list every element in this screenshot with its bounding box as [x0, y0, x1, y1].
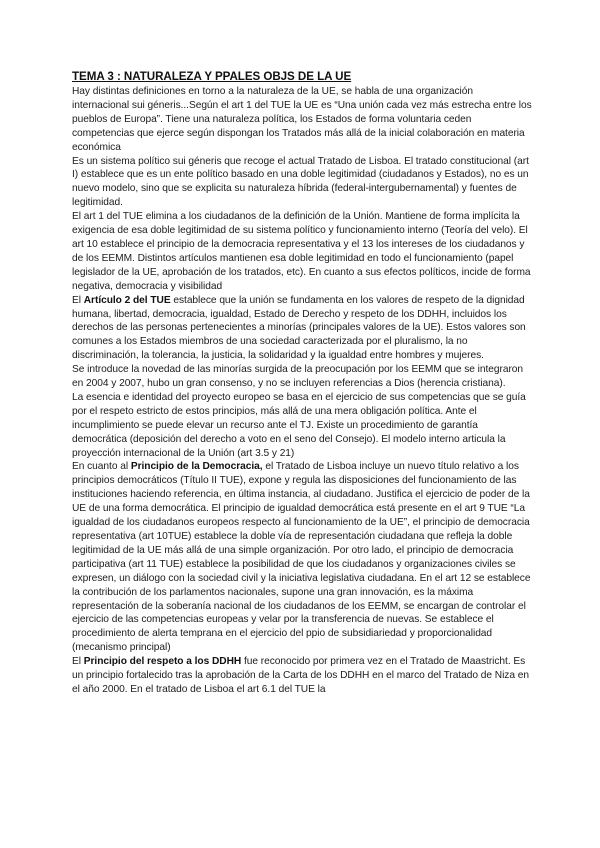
paragraph-8-lead: El [72, 656, 84, 668]
paragraph-7 [72, 460, 532, 655]
paragraph-7-text: el Tratado de Lisboa incluye un nuevo título relativo a los principios democráticos (Título II TUE), expone y regula las disposiciones del funcionamiento de las instituciones haciendo referencia, en última instancia, al ciudadano. Justifica el ejercicio de poder de la UE de una forma democrática. El principio de igualdad democrática está presente en el art 9 TUE “La igualdad de los ciudadanos europeos respecto al funcionamiento de la UE”, el principio de democracia representativa (art 10TUE) establece la doble vía de representación ciudadana que refleja la doble legitimidad de la UE más allá de una simple organización. Por otro lado, el principio de democracia participativa (art 11 TUE) establece la posibilidad de que los ciudadanos y organizaciones civiles se expresen, un diálogo con la sociedad civil y la iniciativa legislativa ciudadana. En el art 12 se establece la contribución de los parlamentos nacionales, supone una gran innovación, es la máxima representación de la soberanía nacional de los ciudadanos de los EEMM, se encargan de controlar el ejercicio de las competencias europeas y velar por la transferencia de nuevas. Se establece el procedimiento de alerta temprana en el ejercicio del ppio de subsidiariedad y proporcionalidad (mecanismo principal) [72, 461, 531, 654]
paragraph-8 [72, 655, 532, 697]
document-page [72, 70, 532, 697]
paragraph-1: Hay distintas definiciones en torno a la naturaleza de la UE, se habla de una organización internacional sui géneris...Según el art 1 del TUE la UE es “Una unión cada vez más estrecha entre los pueblos de Europa”. Tiene una naturaleza política, los Estados de forma voluntaria ceden competencias que ejerce según dispongan los Tratados más allá de la inicial colaboración en materia económica [72, 86, 532, 153]
paragraph-5: Se introduce la novedad de las minorías surgida de la preocupación por los EEMM que se integraron en 2004 y 2007, hubo un gran consenso, y no se incluyen referencias a Dios (herencia cristiana). [72, 364, 524, 390]
human-rights-principle-heading: Principio del respeto a los DDHH [83, 656, 242, 668]
paragraph-7-lead: En cuanto al [72, 461, 131, 473]
paragraph-2: Es un sistema político sui géneris que recoge el actual Tratado de Lisboa. El tratado constitucional (art I) establece que es un ente político basado en una doble legitimidad (ciudadanos y Estados), no es un nuevo modelo, sino que se explicita su naturaleza híbrida (federal-intergubernamental) y fuentes de legitimidad. [72, 155, 529, 209]
democracy-principle-heading: Principio de la Democracia, [130, 461, 263, 473]
document-title: TEMA 3 : NATURALEZA Y PPALES OBJS DE LA UE [72, 70, 352, 83]
paragraph-6: La esencia e identidad del proyecto europeo se basa en el ejercicio de sus competencias que se guía por el respeto estricto de estos principios, más allá de una mera obligación política. Ante el incumplimiento se puede elevar un recurso ante el TJ. Existe un procedimiento de garantía democrática (deposición del derecho a voto en el seno del Consejo). El modelo interno articula la proyección internacional de la Unión (art 3.5 y 21) [72, 391, 526, 459]
paragraph-4 [72, 294, 532, 364]
paragraph-4-text: establece que la unión se fundamenta en los valores de respeto de la dignidad humana, libertad, democracia, igualdad, Estado de Derecho y respeto de los DDHH, incluidos los derechos de las personas pertenecientes a minorías (principales valores de la UE). Estos valores son comunes a los Estados miembros de una sociedad caracterizada por el pluralismo, la no discriminación, la tolerancia, la justicia, la solidaridad y la igualdad entre hombres y mujeres. [72, 294, 526, 362]
article-2-heading: Artículo 2 del TUE [83, 294, 171, 306]
paragraph-4-lead: El [72, 294, 84, 306]
paragraph-3: El art 1 del TUE elimina a los ciudadanos de la definición de la Unión. Mantiene de forma implícita la exigencia de esa doble legitimidad de su sistema político y funcionamiento interno (Teoría del velo). El art 10 establece el principio de la democracia representativa y el 13 los intereses de los ciudadanos y de los EEMM. Distintos artículos mantienen esa doble legitimidad en todo el funcionamiento (papel legislador de la UE, aprobación de los tratados, etc). En cuanto a sus efectos políticos, incide de forma negativa, democracia y visibilidad [72, 211, 531, 292]
paragraph-8-text: fue reconocido por primera vez en el Tratado de Maastricht. Es un principio fortalecido tras la aprobación de la Carta de los DDHH en el marco del Tratado de Niza en el año 2000. En el tratado de Lisboa el art 6.1 del TUE la [72, 656, 529, 695]
